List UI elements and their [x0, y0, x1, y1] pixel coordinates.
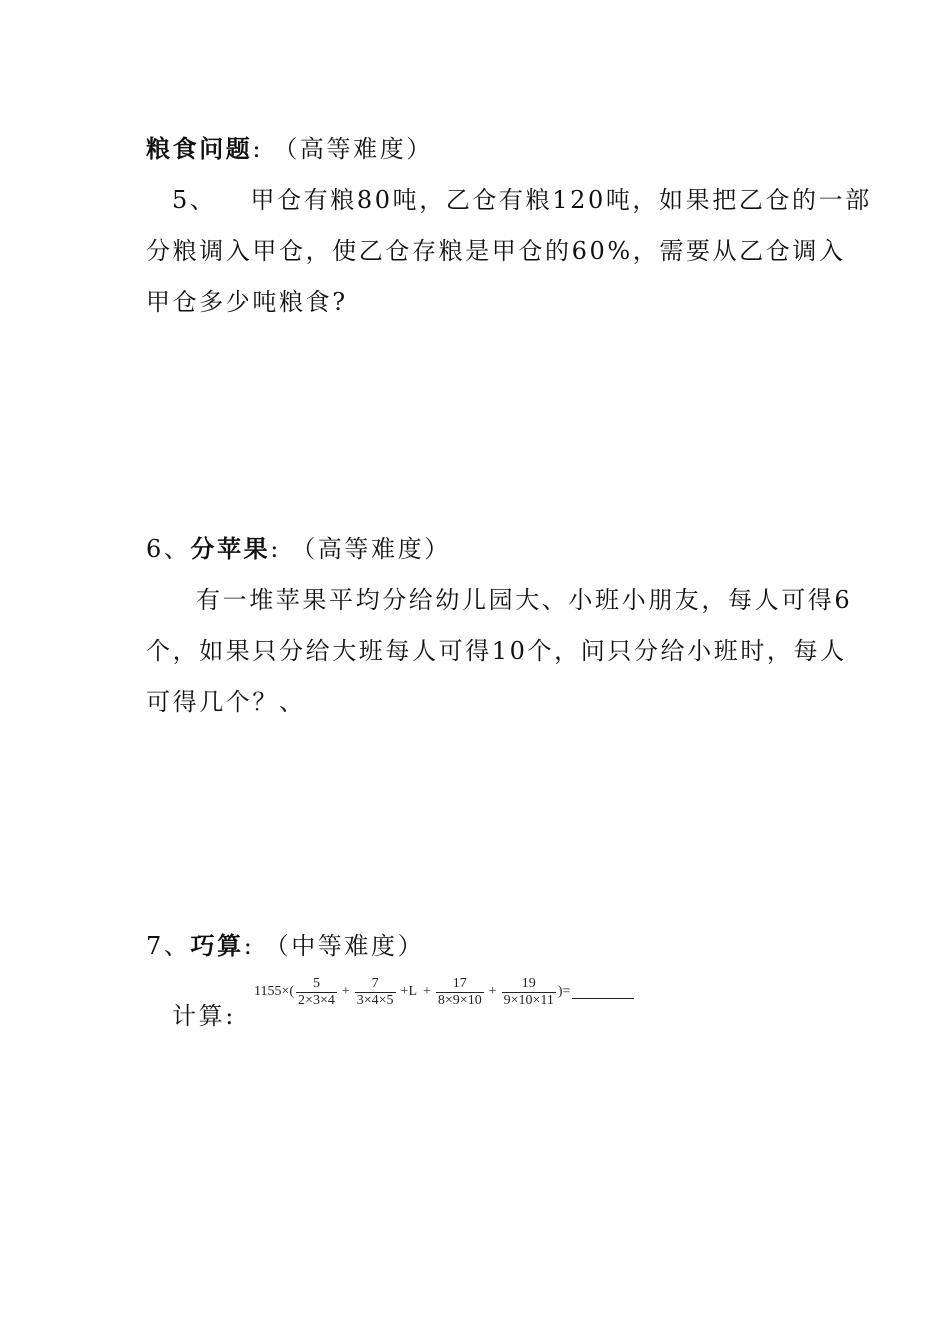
fraction-denominator: 8×9×10	[437, 992, 482, 1008]
plus-sign: +	[423, 984, 431, 999]
problem-5-line-2: 分粮调入甲仓，使乙仓存粮是甲仓的60%，需要从乙仓调入	[146, 237, 846, 265]
fraction-3	[436, 976, 484, 1009]
difficulty-label: （高等难度）	[273, 135, 433, 163]
calc-formula	[254, 970, 634, 1014]
title-colon: :	[270, 535, 281, 563]
fraction-numerator: 5	[312, 975, 320, 991]
problem-number: 7、	[146, 932, 191, 960]
problem-6-line-1: 有一堆苹果平均分给幼儿园大、小班小朋友，每人可得6	[196, 586, 853, 614]
problem-6-line-3: 可得几个？、	[146, 688, 306, 716]
section-5-heading	[146, 133, 433, 165]
fraction-numerator: 19	[521, 975, 536, 991]
problem-number: 5、	[172, 186, 217, 214]
fraction-denominator: 3×4×5	[356, 992, 394, 1008]
fraction-4	[502, 976, 556, 1009]
problem-5-line-1	[172, 184, 872, 216]
plus-sign: +	[488, 984, 497, 999]
answer-blank	[572, 986, 634, 999]
formula-suffix: )=	[557, 984, 571, 999]
problem-6-line-2: 个，如果只分给大班每人可得10个，问只分给小班时，每人	[146, 637, 847, 665]
problem-number: 6、	[146, 535, 191, 563]
title-colon: :	[252, 135, 264, 163]
fraction-numerator: 17	[452, 975, 467, 991]
title-colon: :	[243, 932, 255, 960]
fraction-1	[296, 976, 337, 1009]
section-title: 粮食问题	[146, 134, 253, 163]
section-title: 分苹果	[190, 534, 271, 563]
formula-prefix: 1155×(	[254, 984, 295, 999]
fraction-2	[355, 976, 396, 1009]
section-title: 巧算	[190, 931, 244, 960]
calc-label: 计算:	[172, 1002, 236, 1030]
ellipsis-term: +L	[400, 984, 417, 999]
difficulty-label: （高等难度）	[291, 535, 451, 563]
fraction-numerator: 7	[371, 975, 379, 991]
section-6-heading	[146, 533, 451, 565]
plus-sign: +	[341, 984, 350, 999]
fraction-denominator: 2×3×4	[298, 992, 335, 1008]
fraction-denominator: 9×10×11	[503, 992, 554, 1008]
difficulty-label: （中等难度）	[264, 932, 425, 960]
problem-5-line-3: 甲仓多少吨粮食?	[146, 288, 348, 316]
section-7-heading	[146, 930, 424, 962]
problem-text: 甲仓有粮80吨，乙仓有粮120吨，如果把乙仓的一部	[250, 186, 872, 214]
